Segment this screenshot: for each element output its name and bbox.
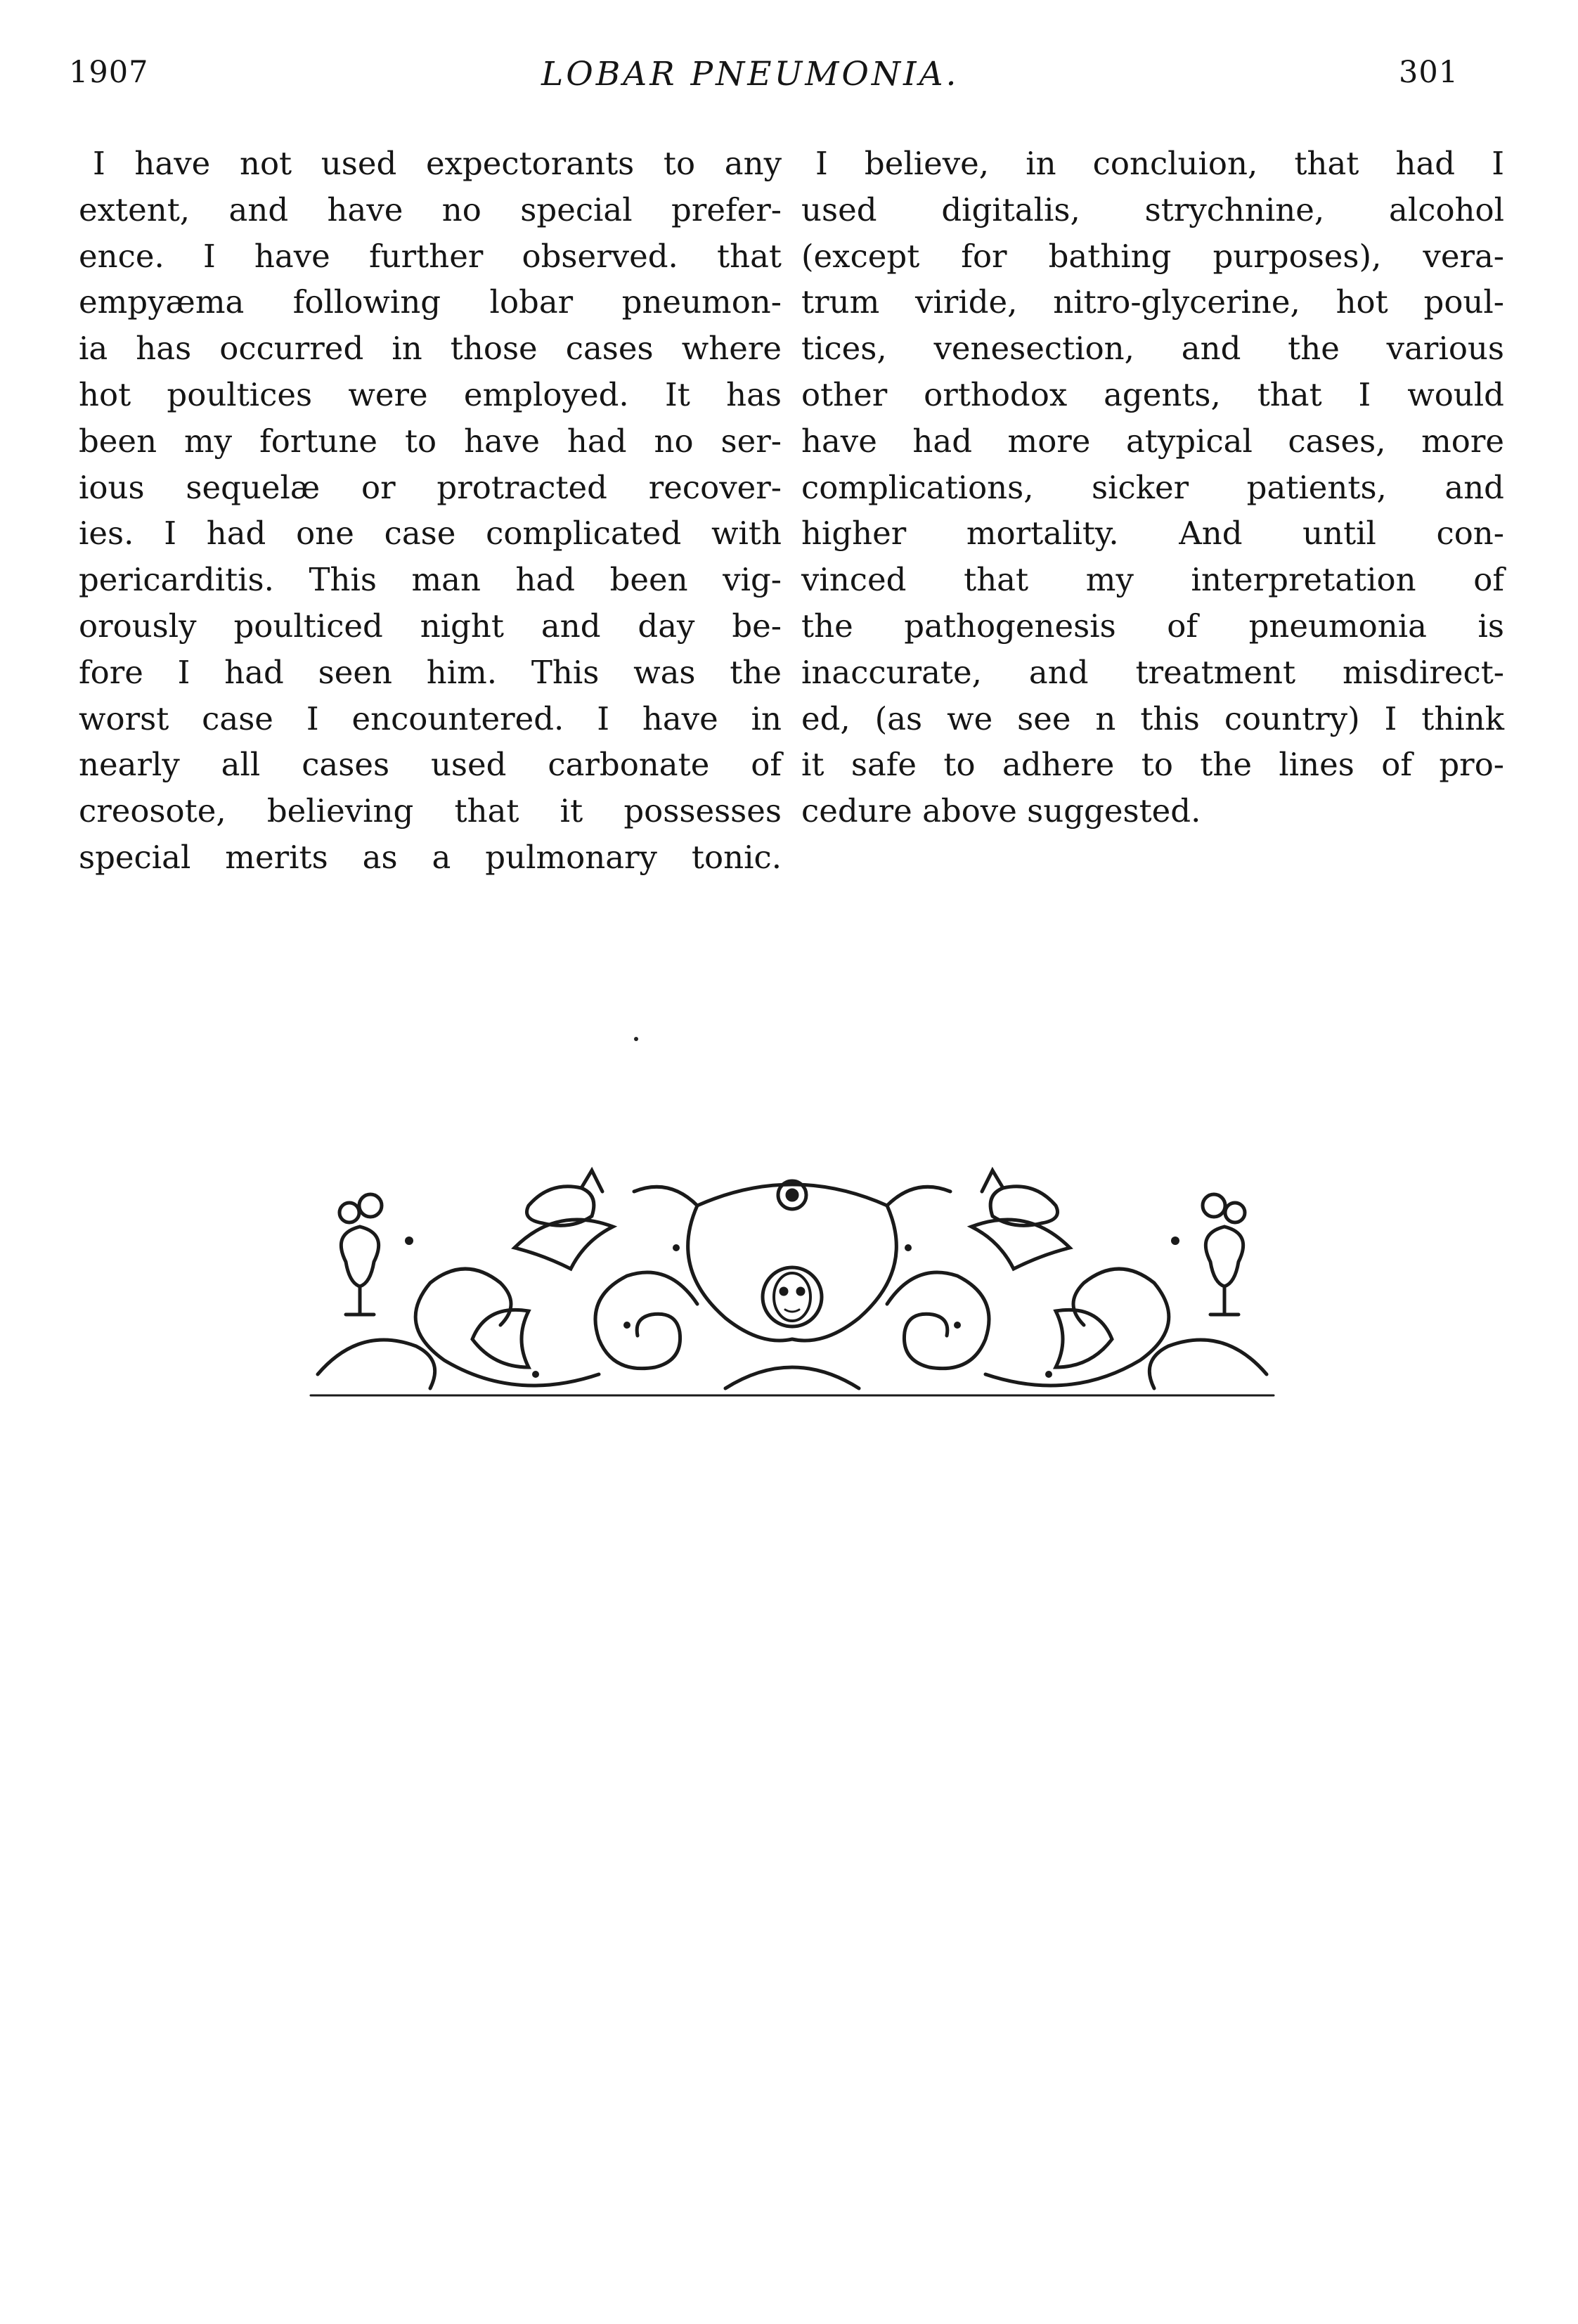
text-line: (except for bathing purposes), vera- xyxy=(801,237,1504,275)
text-line: been my fortune to have had no ser- xyxy=(79,422,782,460)
text-line: extent, and have no special prefer- xyxy=(79,191,782,228)
ink-speck xyxy=(634,1037,638,1041)
right-column-text xyxy=(801,141,1504,834)
header-year: 1907 xyxy=(69,55,149,90)
text-line: hot poultices were employed. It has xyxy=(79,375,782,413)
text-line: ence. I have further observed. that xyxy=(79,237,782,275)
text-line: complications, sicker patients, and xyxy=(801,468,1504,506)
text-line: tices, venesection, and the various xyxy=(801,330,1504,368)
text-line: ious sequelæ or protracted recover- xyxy=(79,468,782,506)
text-line: orously poulticed night and day be- xyxy=(79,607,782,645)
text-line: cedure above suggested. xyxy=(801,792,1201,830)
text-line: used digitalis, strychnine, alcohol xyxy=(801,191,1504,228)
header-title: LOBAR PNEUMONIA. xyxy=(541,55,959,93)
text-line: nearly all cases used carbonate of xyxy=(79,746,782,784)
text-line: higher mortality. And until con- xyxy=(801,515,1504,553)
text-line: it safe to adhere to the lines of pro- xyxy=(801,746,1504,784)
floral-scroll-ornament-icon xyxy=(304,1163,1281,1408)
text-line: ies. I had one case complicated with xyxy=(79,515,782,553)
text-line: ed, (as we see n this country) I think xyxy=(801,699,1504,737)
text-line: I believe, in concluion, that had I xyxy=(815,145,1504,182)
text-line: pericarditis. This man had been vig- xyxy=(79,561,782,599)
text-line: fore I had seen him. This was the xyxy=(79,653,782,691)
text-line: vinced that my interpretation of xyxy=(801,561,1504,599)
text-line: have had more atypical cases, more xyxy=(801,422,1504,460)
left-column-text xyxy=(79,141,782,881)
page-number: 301 xyxy=(1399,55,1459,90)
text-line: other orthodox agents, that I would xyxy=(801,375,1504,413)
text-line: I have not used expectorants to any xyxy=(93,145,782,182)
text-line: the pathogenesis of pneumonia is xyxy=(801,607,1504,645)
text-line: worst case I encountered. I have in xyxy=(79,699,782,737)
running-header xyxy=(0,55,1578,111)
text-line: empyæma following lobar pneumon- xyxy=(79,283,782,321)
text-line: ia has occurred in those cases where xyxy=(79,330,782,368)
text-line: inaccurate, and treatment misdirect- xyxy=(801,653,1504,691)
ornament-graphic xyxy=(304,1163,1281,1408)
text-line: special merits as a pulmonary tonic. xyxy=(79,838,782,876)
text-line: trum viride, nitro-glycerine, hot poul- xyxy=(801,283,1504,321)
text-line: creosote, believing that it possesses xyxy=(79,792,782,830)
